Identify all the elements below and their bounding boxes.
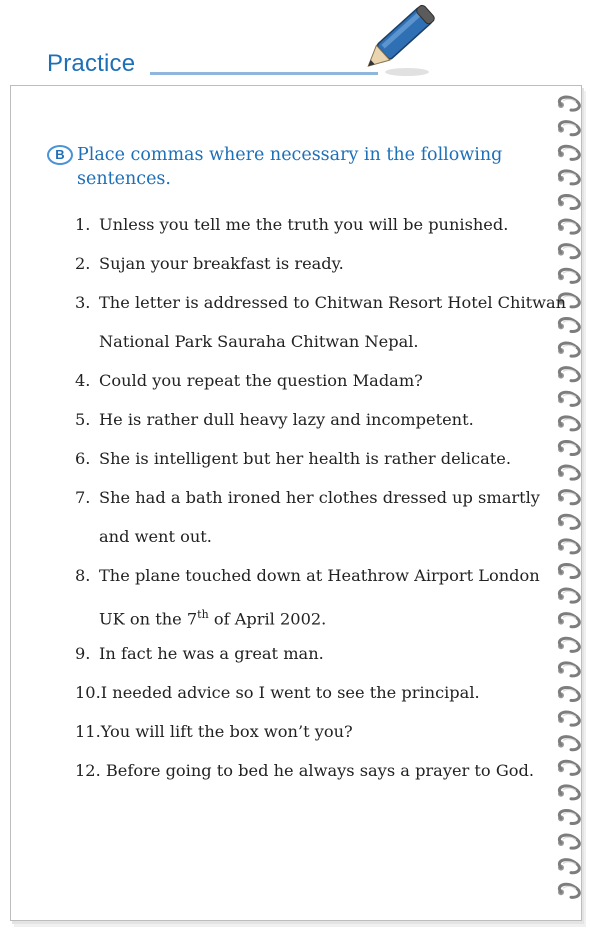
- spiral-ring: [558, 712, 579, 725]
- spiral-ring: [558, 638, 579, 651]
- spiral-ring: [558, 441, 579, 454]
- spiral-ring: [558, 97, 579, 110]
- spiral-ring: [558, 122, 579, 135]
- spiral-ring: [558, 786, 579, 799]
- instruction-text: Place commas where necessary in the following sentences.: [77, 145, 503, 189]
- pencil-icon: [355, 2, 435, 82]
- list-item: 5. He is rather dull heavy lazy and incompetent.: [75, 410, 474, 429]
- spiral-ring: [558, 220, 579, 233]
- spiral-binding: [553, 92, 587, 912]
- spiral-ring: [558, 417, 579, 430]
- list-item: 9. In fact he was a great man.: [75, 644, 324, 663]
- list-item: 3. The letter is addressed to Chitwan Resort Hotel Chitwan: [75, 293, 567, 312]
- page-title: Practice: [47, 50, 136, 77]
- spiral-ring: [558, 687, 579, 700]
- spiral-ring: [558, 245, 579, 258]
- spiral-ring: [558, 195, 579, 208]
- list-item-continuation: National Park Sauraha Chitwan Nepal.: [99, 332, 419, 351]
- list-item: 7. She had a bath ironed her clothes dressed up smartly: [75, 488, 540, 507]
- spiral-ring: [558, 810, 579, 823]
- spiral-ring: [558, 368, 579, 381]
- spiral-ring: [558, 343, 579, 356]
- spiral-ring: [558, 540, 579, 553]
- spiral-ring: [558, 589, 579, 602]
- list-item: 11.You will lift the box won’t you?: [75, 722, 353, 741]
- list-item: 12. Before going to bed he always says a prayer to God.: [75, 761, 535, 780]
- spiral-ring: [558, 761, 579, 774]
- list-item: 8. The plane touched down at Heathrow Airport London: [75, 566, 540, 585]
- spiral-ring: [558, 392, 579, 405]
- list-item: 1. Unless you tell me the truth you will be punished.: [75, 215, 509, 234]
- spiral-ring: [558, 146, 579, 159]
- spiral-ring: [558, 663, 579, 676]
- notebook-sheet: [10, 85, 582, 921]
- exercise-badge: B: [47, 145, 73, 165]
- list-item: 2. Sujan your breakfast is ready.: [75, 254, 344, 273]
- spiral-ring: [558, 884, 579, 897]
- spiral-ring: [558, 835, 579, 848]
- spiral-ring: [558, 564, 579, 577]
- list-item: 10.I needed advice so I went to see the principal.: [75, 683, 480, 702]
- spiral-ring: [558, 515, 579, 528]
- spiral-ring: [558, 614, 579, 627]
- spiral-ring: [558, 491, 579, 504]
- list-item: 6. She is intelligent but her health is rather delicate.: [75, 449, 511, 468]
- spiral-ring: [558, 269, 579, 282]
- spiral-ring: [558, 318, 579, 331]
- spiral-ring: [558, 466, 579, 479]
- spiral-ring: [558, 737, 579, 750]
- spiral-ring: [558, 171, 579, 184]
- spiral-ring: [558, 860, 579, 873]
- title-underline: [150, 72, 378, 75]
- list-item-continuation: and went out.: [99, 527, 212, 546]
- exercise-list: [75, 210, 567, 795]
- list-item-continuation: UK on the 7th of April 2002.: [99, 608, 327, 629]
- list-item: 4. Could you repeat the question Madam?: [75, 371, 423, 390]
